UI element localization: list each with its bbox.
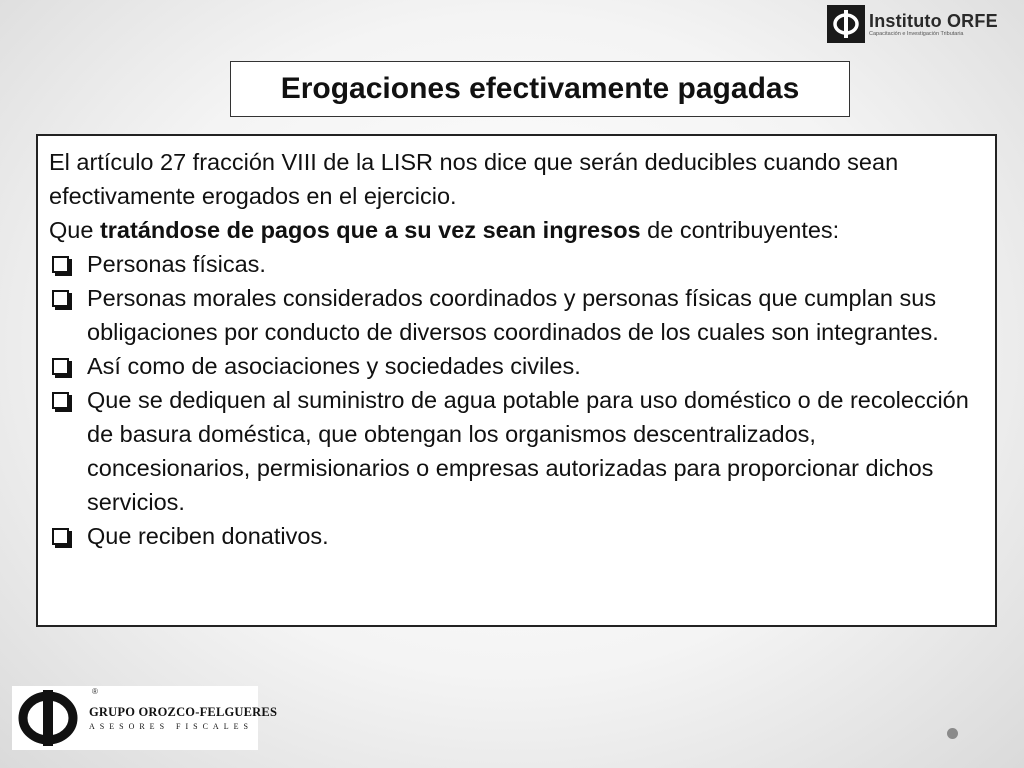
list-item-text: Que se dediquen al suministro de agua potable para uso doméstico o de recolección de basura doméstica, que obtengan los organismos descentralizados, concesionarios, permisionarios o empresas autorizadas para proporcionar dichos servicios. bbox=[87, 387, 969, 515]
phi-logo-icon bbox=[827, 5, 865, 43]
logo-company-subtitle: ASESORES FISCALES bbox=[89, 722, 253, 731]
intro-paragraph: El artículo 27 fracción VIII de la LISR nos dice que serán deducibles cuando sean efectivamente erogados en el ejercicio. bbox=[49, 149, 899, 209]
grupo-orozco-felgueres-logo bbox=[12, 686, 278, 750]
intro-paragraph-2 bbox=[49, 213, 985, 247]
title-box bbox=[230, 61, 850, 117]
checkbox-bullet-icon bbox=[52, 256, 69, 273]
checkbox-bullet-icon bbox=[52, 392, 69, 409]
list-item bbox=[49, 247, 985, 281]
list-item-text: Que reciben donativos. bbox=[87, 523, 329, 549]
page-title: Erogaciones efectivamente pagadas bbox=[280, 72, 800, 105]
list-item bbox=[49, 383, 985, 519]
logo-brand-name: Instituto ORFE bbox=[869, 10, 998, 31]
list-item-text: Personas físicas. bbox=[87, 251, 266, 277]
list-item bbox=[49, 519, 985, 553]
list-item-text: Así como de asociaciones y sociedades civiles. bbox=[87, 353, 581, 379]
checkbox-bullet-icon bbox=[52, 290, 69, 307]
list-item bbox=[49, 281, 985, 349]
checkbox-bullet-icon bbox=[52, 528, 69, 545]
bullet-list bbox=[49, 247, 985, 553]
list-item-text: Personas morales considerados coordinados y personas físicas que cumplan sus obligaciones por conducto de diversos coordinados de los cuales son integrantes. bbox=[87, 285, 939, 345]
slide-indicator-dot-icon bbox=[947, 728, 958, 739]
intro-text-bold: tratándose de pagos que a su vez sean ingresos bbox=[99, 217, 641, 243]
list-item bbox=[49, 349, 985, 383]
registered-mark: ® bbox=[92, 687, 98, 696]
logo-tagline: Capacitación e Investigación Tributaria bbox=[869, 30, 964, 37]
checkbox-bullet-icon bbox=[52, 358, 69, 375]
instituto-orfe-logo bbox=[827, 4, 1017, 44]
logo-company-name: GRUPO OROZCO-FELGUERES bbox=[89, 705, 278, 719]
intro-text-pre: Que bbox=[49, 217, 100, 243]
intro-text-post: de contribuyentes: bbox=[640, 217, 840, 243]
phi-emblem-icon bbox=[17, 688, 79, 748]
content-box bbox=[36, 134, 997, 627]
